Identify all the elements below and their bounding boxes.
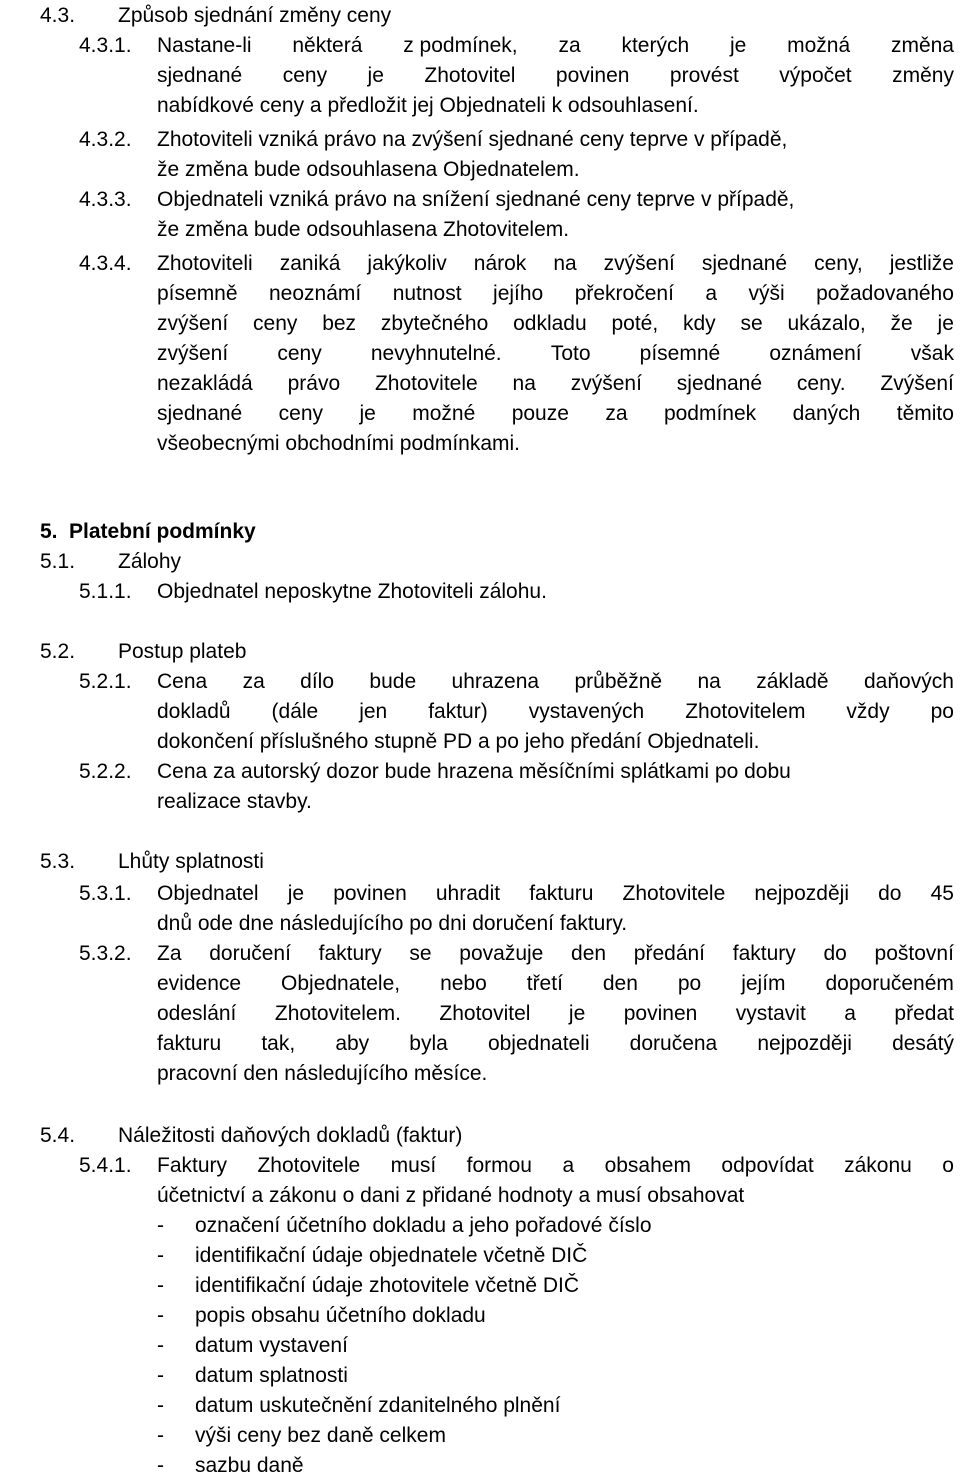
section-heading: Postup plateb <box>118 640 247 663</box>
word: provést <box>669 64 739 87</box>
word: nebo <box>440 972 487 995</box>
word: Zhotovitel <box>439 1002 531 1025</box>
list-item: identifikační údaje zhotovitele včetně DIČ <box>195 1274 580 1297</box>
word: bude <box>369 670 417 693</box>
word: povinen <box>623 1002 698 1025</box>
word: však <box>910 342 954 365</box>
word: se <box>409 942 432 965</box>
paragraph-line <box>157 402 954 426</box>
word: vystavených <box>528 700 645 723</box>
word: zákonu <box>844 1154 912 1177</box>
paragraph-line <box>157 372 954 396</box>
word: Zhotovitel <box>424 64 516 87</box>
word: odpovídat <box>721 1154 814 1177</box>
word: sjednané <box>676 372 763 395</box>
word: Objednatel <box>157 882 259 905</box>
word: Zhotovitele <box>374 372 478 395</box>
word: zvýšení <box>570 372 642 395</box>
word: je <box>359 402 376 425</box>
word: Cena <box>157 670 208 693</box>
word: písemné <box>639 342 721 365</box>
paragraph-line <box>157 882 954 906</box>
word: musí <box>390 1154 437 1177</box>
word: ceny <box>278 402 324 425</box>
paragraph-line <box>157 942 954 966</box>
word: změna <box>890 34 954 57</box>
list-item: popis obsahu účetního dokladu <box>195 1304 486 1327</box>
word: některá <box>292 34 363 57</box>
list-dash: - <box>157 1424 164 1447</box>
word: vystavit <box>735 1002 806 1025</box>
word: výši <box>748 282 785 305</box>
word: neoznámí <box>269 282 362 305</box>
chapter-heading: Platební podmínky <box>69 520 256 543</box>
word: a <box>562 1154 575 1177</box>
word: že <box>890 312 913 335</box>
word: Zhotoviteli <box>157 252 253 275</box>
word: sjednané <box>157 402 243 425</box>
word: za <box>242 670 265 693</box>
word: možné <box>412 402 476 425</box>
word: nezakládá <box>157 372 253 395</box>
word: požadovaného <box>816 282 954 305</box>
word: daňových <box>864 670 954 693</box>
clause-number: 5.2.2. <box>79 760 132 783</box>
word: 45 <box>930 882 954 905</box>
word: po <box>930 700 954 723</box>
word: za <box>558 34 581 57</box>
word: doručení <box>209 942 291 965</box>
word: odkladu <box>513 312 587 335</box>
list-dash: - <box>157 1244 164 1267</box>
paragraph-line <box>157 282 954 306</box>
word: změny <box>892 64 954 87</box>
word: písemně <box>157 282 238 305</box>
word: a <box>844 1002 856 1025</box>
list-item: označení účetního dokladu a jeho pořadové číslo <box>195 1214 652 1237</box>
word: za <box>605 402 628 425</box>
paragraph-line: Objednatel neposkytne Zhotoviteli zálohu. <box>157 580 547 603</box>
list-item: sazbu daně <box>195 1454 304 1477</box>
clause-number: 5.1.1. <box>79 580 132 603</box>
word: průběžně <box>574 670 663 693</box>
word: jejím <box>741 972 786 995</box>
section-number: 4.3. <box>40 4 76 27</box>
list-dash: - <box>157 1304 164 1327</box>
word: faktur) <box>428 700 488 723</box>
paragraph-line: Objednateli vzniká právo na snížení sjednané ceny teprve v případě, <box>157 188 795 211</box>
paragraph-line <box>157 1032 954 1056</box>
word: pouze <box>511 402 569 425</box>
word: jejího <box>493 282 544 305</box>
section-heading: Způsob sjednání změny ceny <box>118 4 392 27</box>
word: Zhotovitelem <box>685 700 806 723</box>
word: uhrazena <box>451 670 540 693</box>
paragraph-line <box>157 34 954 58</box>
list-dash: - <box>157 1274 164 1297</box>
word: evidence <box>157 972 242 995</box>
section-heading: Zálohy <box>118 550 182 573</box>
word: sjednané <box>157 64 243 87</box>
paragraph-line: nabídkové ceny a předložit jej Objednateli k odsouhlasení. <box>157 94 699 117</box>
word: povinen <box>333 882 407 905</box>
list-item: datum vystavení <box>195 1334 348 1357</box>
section-number: 5.2. <box>40 640 76 663</box>
word: těmito <box>896 402 954 425</box>
word: je <box>367 64 384 87</box>
clause-number: 4.3.4. <box>79 252 132 275</box>
word: je <box>568 1002 586 1025</box>
word: byla <box>409 1032 448 1055</box>
list-item: výši ceny bez daně celkem <box>195 1424 446 1447</box>
paragraph-line <box>157 342 954 366</box>
section-number: 5.1. <box>40 550 76 573</box>
word: se <box>740 312 763 335</box>
word: právo <box>287 372 341 395</box>
word: vždy <box>846 700 890 723</box>
paragraph-line <box>157 312 954 336</box>
paragraph-line: Cena za autorský dozor bude hrazena měsíčními splátkami po dobu <box>157 760 791 783</box>
word: nutnost <box>392 282 462 305</box>
word: výpočet <box>779 64 852 87</box>
word: dokladů <box>157 700 231 723</box>
word: den <box>602 972 638 995</box>
word: zvýšení <box>157 312 229 335</box>
list-dash: - <box>157 1394 164 1417</box>
word: Toto <box>550 342 591 365</box>
word: oznámení <box>769 342 862 365</box>
list-item: datum splatnosti <box>195 1364 348 1387</box>
word: objednateli <box>487 1032 590 1055</box>
word: nejpozději <box>757 1032 852 1055</box>
word: z podmínek, <box>403 34 518 57</box>
paragraph-line: účetnictví a zákonu o dani z přidané hodnoty a musí obsahovat <box>157 1184 745 1207</box>
word: formou <box>466 1154 532 1177</box>
list-item: identifikační údaje objednatele včetně DIČ <box>195 1244 588 1267</box>
word: zvýšení <box>603 252 675 275</box>
word: jen <box>359 700 388 723</box>
clause-number: 5.3.1. <box>79 882 132 905</box>
word: faktury <box>732 942 796 965</box>
paragraph-line <box>157 1002 954 1026</box>
word: odeslání <box>157 1002 237 1025</box>
word: možná <box>787 34 851 57</box>
list-dash: - <box>157 1454 164 1477</box>
word: a <box>705 282 718 305</box>
paragraph-line <box>157 252 954 276</box>
word: ceny <box>282 64 328 87</box>
word: Nastane-li <box>157 34 252 57</box>
word: po <box>677 972 702 995</box>
word: doručena <box>629 1032 718 1055</box>
word: Objednatele, <box>281 972 401 995</box>
word: uhradit <box>435 882 501 905</box>
word: je <box>729 34 747 57</box>
word: Zvýšení <box>880 372 954 395</box>
clause-number: 5.3.2. <box>79 942 132 965</box>
clause-number: 5.2.1. <box>79 670 132 693</box>
paragraph-line: pracovní den následujícího měsíce. <box>157 1062 488 1085</box>
word: zaniká <box>279 252 341 275</box>
word: zbytečného <box>380 312 489 335</box>
paragraph-line: realizace stavby. <box>157 790 312 813</box>
word: na <box>697 670 721 693</box>
word: poté, <box>611 312 659 335</box>
word: Za <box>157 942 182 965</box>
paragraph-line <box>157 670 954 694</box>
paragraph-line <box>157 700 954 724</box>
word: jestliže <box>889 252 954 275</box>
word: povinen <box>555 64 630 87</box>
clause-number: 4.3.2. <box>79 128 132 151</box>
word: (dále <box>271 700 319 723</box>
word: dílo <box>300 670 335 693</box>
section-number: 5.4. <box>40 1124 76 1147</box>
word: o <box>942 1154 954 1177</box>
word: nárok <box>473 252 527 275</box>
word: kterých <box>621 34 690 57</box>
word: do <box>823 942 847 965</box>
clause-number: 4.3.3. <box>79 188 132 211</box>
word: na <box>512 372 536 395</box>
word: na <box>553 252 577 275</box>
paragraph-line: Zhotoviteli vzniká právo na zvýšení sjednané ceny teprve v případě, <box>157 128 788 151</box>
word: Zhotovitelem. <box>274 1002 401 1025</box>
word: podmínek <box>663 402 757 425</box>
word: je <box>937 312 954 335</box>
word: třetí <box>526 972 563 995</box>
word: tak, <box>261 1032 296 1055</box>
word: faktury <box>318 942 382 965</box>
clause-number: 5.4.1. <box>79 1154 132 1177</box>
list-dash: - <box>157 1334 164 1357</box>
word: kdy <box>683 312 716 335</box>
paragraph-line: dnů ode dne následujícího po dni doručení faktury. <box>157 912 628 935</box>
word: Zhotovitele <box>622 882 726 905</box>
section-number: 5.3. <box>40 850 76 873</box>
word: den <box>571 942 607 965</box>
word: Faktury <box>157 1154 228 1177</box>
paragraph-line <box>157 972 954 996</box>
word: bez <box>322 312 357 335</box>
paragraph-line <box>157 64 954 88</box>
word: fakturu <box>529 882 594 905</box>
word: předat <box>894 1002 954 1025</box>
list-dash: - <box>157 1214 164 1237</box>
word: předání <box>633 942 706 965</box>
word: do <box>878 882 902 905</box>
paragraph-line <box>157 1154 954 1178</box>
word: považuje <box>459 942 544 965</box>
paragraph-line: že změna bude odsouhlasena Zhotovitelem. <box>157 218 570 241</box>
word: jakýkoliv <box>367 252 447 275</box>
word: základě <box>756 670 829 693</box>
word: ceny. <box>796 372 846 395</box>
word: desátý <box>892 1032 954 1055</box>
word: ukázalo, <box>787 312 866 335</box>
word: ceny <box>277 342 322 365</box>
chapter-number: 5. <box>40 520 58 543</box>
word: obsahem <box>604 1154 691 1177</box>
word: Zhotovitele <box>257 1154 361 1177</box>
word: nejpozději <box>754 882 849 905</box>
word: fakturu <box>157 1032 222 1055</box>
word: překročení <box>574 282 674 305</box>
word: aby <box>335 1032 370 1055</box>
word: ceny <box>253 312 298 335</box>
word: zvýšení <box>157 342 229 365</box>
paragraph-line: všeobecnými obchodními podmínkami. <box>157 432 521 455</box>
paragraph-line: dokončení příslušného stupně PD a po jeho předání Objednateli. <box>157 730 760 753</box>
word: je <box>287 882 305 905</box>
paragraph-line: že změna bude odsouhlasena Objednatelem. <box>157 158 580 181</box>
word: poštovní <box>874 942 954 965</box>
section-heading: Lhůty splatnosti <box>118 850 264 873</box>
word: daných <box>792 402 861 425</box>
word: doporučeném <box>825 972 954 995</box>
list-dash: - <box>157 1364 164 1387</box>
word: sjednané <box>701 252 788 275</box>
word: nevyhnutelné. <box>370 342 502 365</box>
word: ceny, <box>814 252 863 275</box>
clause-number: 4.3.1. <box>79 34 132 57</box>
section-heading: Náležitosti daňových dokladů (faktur) <box>118 1124 463 1147</box>
list-item: datum uskutečnění zdanitelného plnění <box>195 1394 561 1417</box>
